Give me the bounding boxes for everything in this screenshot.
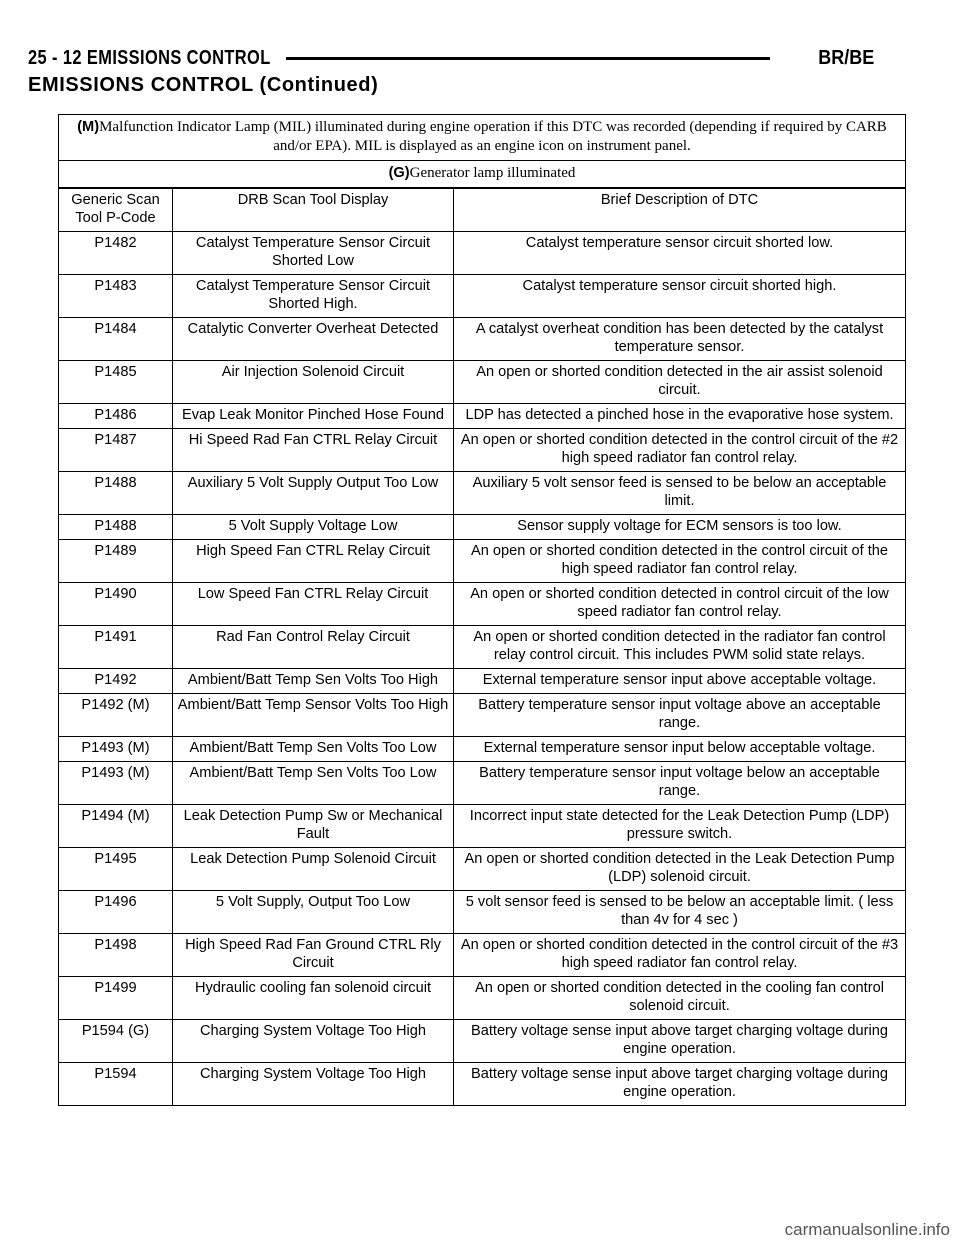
- dtc-display-cell: Evap Leak Monitor Pinched Hose Found: [173, 404, 454, 429]
- dtc-description-cell: An open or shorted condition detected in the control circuit of the #3 high speed radiator fan control relay.: [454, 934, 906, 977]
- mil-note: [59, 115, 906, 161]
- table-row: [59, 669, 906, 694]
- table-row: [59, 275, 906, 318]
- col-header-display: DRB Scan Tool Display: [173, 188, 454, 232]
- table-row: [59, 472, 906, 515]
- dtc-display-cell: Auxiliary 5 Volt Supply Output Too Low: [173, 472, 454, 515]
- dtc-code-cell: P1594: [59, 1063, 173, 1106]
- dtc-description-cell: LDP has detected a pinched hose in the evaporative hose system.: [454, 404, 906, 429]
- dtc-description-cell: An open or shorted condition detected in the radiator fan control relay control circuit. This includes PWM solid state relays.: [454, 626, 906, 669]
- dtc-description-cell: Catalyst temperature sensor circuit shorted high.: [454, 275, 906, 318]
- dtc-code-cell: P1498: [59, 934, 173, 977]
- dtc-code-cell: P1486: [59, 404, 173, 429]
- dtc-display-cell: 5 Volt Supply Voltage Low: [173, 515, 454, 540]
- table-row: [59, 977, 906, 1020]
- dtc-code-cell: P1491: [59, 626, 173, 669]
- note-row-mil: [59, 115, 906, 161]
- dtc-code-cell: P1488: [59, 515, 173, 540]
- dtc-description-cell: An open or shorted condition detected in control circuit of the low speed radiator fan control relay.: [454, 583, 906, 626]
- table-row: [59, 361, 906, 404]
- dtc-code-cell: P1499: [59, 977, 173, 1020]
- model-code: BR/BE: [817, 46, 874, 69]
- dtc-code-cell: P1488: [59, 472, 173, 515]
- column-header-row: [59, 188, 906, 232]
- dtc-code-cell: P1489: [59, 540, 173, 583]
- dtc-description-cell: A catalyst overheat condition has been detected by the catalyst temperature sensor.: [454, 318, 906, 361]
- table-row: [59, 515, 906, 540]
- table-row: [59, 232, 906, 275]
- dtc-description-cell: Battery voltage sense input above target charging voltage during engine operation.: [454, 1063, 906, 1106]
- dtc-table: [58, 114, 906, 1106]
- table-row: [59, 318, 906, 361]
- generator-note: [59, 161, 906, 189]
- dtc-description-cell: An open or shorted condition detected in the Leak Detection Pump (LDP) solenoid circuit.: [454, 848, 906, 891]
- dtc-display-cell: Ambient/Batt Temp Sensor Volts Too High: [173, 694, 454, 737]
- table-row: [59, 404, 906, 429]
- dtc-description-cell: Battery temperature sensor input voltage above an acceptable range.: [454, 694, 906, 737]
- mil-note-text: Malfunction Indicator Lamp (MIL) illuminated during engine operation if this DTC was recorded (depending if required by CARB and/or EPA). MIL is displayed as an engine icon on instrument panel.: [99, 119, 887, 154]
- dtc-code-cell: P1484: [59, 318, 173, 361]
- dtc-code-cell: P1493 (M): [59, 762, 173, 805]
- table-row: [59, 805, 906, 848]
- dtc-description-cell: Auxiliary 5 volt sensor feed is sensed to be below an acceptable limit.: [454, 472, 906, 515]
- dtc-code-cell: P1482: [59, 232, 173, 275]
- dtc-display-cell: Leak Detection Pump Solenoid Circuit: [173, 848, 454, 891]
- dtc-display-cell: Low Speed Fan CTRL Relay Circuit: [173, 583, 454, 626]
- section-title: EMISSIONS CONTROL (Continued): [28, 74, 379, 96]
- dtc-display-cell: Rad Fan Control Relay Circuit: [173, 626, 454, 669]
- table-row: [59, 694, 906, 737]
- generator-key: (G): [388, 165, 410, 181]
- mil-key: (M): [77, 119, 100, 135]
- dtc-code-cell: P1492: [59, 669, 173, 694]
- dtc-display-cell: Hi Speed Rad Fan CTRL Relay Circuit: [173, 429, 454, 472]
- table-row: [59, 626, 906, 669]
- table-row: [59, 891, 906, 934]
- dtc-display-cell: 5 Volt Supply, Output Too Low: [173, 891, 454, 934]
- dtc-display-cell: Catalytic Converter Overheat Detected: [173, 318, 454, 361]
- dtc-description-cell: External temperature sensor input above acceptable voltage.: [454, 669, 906, 694]
- dtc-description-cell: 5 volt sensor feed is sensed to be below an acceptable limit. ( less than 4v for 4 sec ): [454, 891, 906, 934]
- table-row: [59, 762, 906, 805]
- dtc-display-cell: Charging System Voltage Too High: [173, 1020, 454, 1063]
- dtc-description-cell: Incorrect input state detected for the Leak Detection Pump (LDP) pressure switch.: [454, 805, 906, 848]
- dtc-code-cell: P1493 (M): [59, 737, 173, 762]
- dtc-code-cell: P1494 (M): [59, 805, 173, 848]
- dtc-description-cell: An open or shorted condition detected in the air assist solenoid circuit.: [454, 361, 906, 404]
- dtc-description-cell: External temperature sensor input below acceptable voltage.: [454, 737, 906, 762]
- dtc-code-cell: P1485: [59, 361, 173, 404]
- dtc-display-cell: Catalyst Temperature Sensor Circuit Shorted High.: [173, 275, 454, 318]
- dtc-display-cell: Ambient/Batt Temp Sen Volts Too High: [173, 669, 454, 694]
- dtc-code-cell: P1594 (G): [59, 1020, 173, 1063]
- table-row: [59, 848, 906, 891]
- table-row: [59, 429, 906, 472]
- dtc-code-cell: P1492 (M): [59, 694, 173, 737]
- dtc-description-cell: An open or shorted condition detected in the control circuit of the high speed radiator fan control relay.: [454, 540, 906, 583]
- table-row: [59, 540, 906, 583]
- dtc-display-cell: Air Injection Solenoid Circuit: [173, 361, 454, 404]
- dtc-display-cell: High Speed Rad Fan Ground CTRL Rly Circuit: [173, 934, 454, 977]
- dtc-description-cell: Battery temperature sensor input voltage below an acceptable range.: [454, 762, 906, 805]
- dtc-display-cell: Charging System Voltage Too High: [173, 1063, 454, 1106]
- dtc-display-cell: Ambient/Batt Temp Sen Volts Too Low: [173, 762, 454, 805]
- generator-note-text: Generator lamp illuminated: [409, 165, 576, 181]
- dtc-display-cell: Hydraulic cooling fan solenoid circuit: [173, 977, 454, 1020]
- dtc-code-cell: P1483: [59, 275, 173, 318]
- dtc-description-cell: Sensor supply voltage for ECM sensors is too low.: [454, 515, 906, 540]
- dtc-display-cell: High Speed Fan CTRL Relay Circuit: [173, 540, 454, 583]
- table-row: [59, 737, 906, 762]
- dtc-description-cell: Catalyst temperature sensor circuit shorted low.: [454, 232, 906, 275]
- table-row: [59, 1063, 906, 1106]
- col-header-code: Generic Scan Tool P-Code: [59, 188, 173, 232]
- dtc-description-cell: An open or shorted condition detected in the cooling fan control solenoid circuit.: [454, 977, 906, 1020]
- note-row-generator: [59, 161, 906, 189]
- page-number-title: 25 - 12 EMISSIONS CONTROL: [28, 46, 271, 69]
- page-header: [28, 44, 874, 72]
- dtc-display-cell: Leak Detection Pump Sw or Mechanical Fault: [173, 805, 454, 848]
- dtc-display-cell: Ambient/Batt Temp Sen Volts Too Low: [173, 737, 454, 762]
- dtc-description-cell: Battery voltage sense input above target charging voltage during engine operation.: [454, 1020, 906, 1063]
- dtc-display-cell: Catalyst Temperature Sensor Circuit Shorted Low: [173, 232, 454, 275]
- table-row: [59, 1020, 906, 1063]
- dtc-code-cell: P1495: [59, 848, 173, 891]
- table-row: [59, 583, 906, 626]
- dtc-code-cell: P1487: [59, 429, 173, 472]
- dtc-code-cell: P1496: [59, 891, 173, 934]
- table-row: [59, 934, 906, 977]
- dtc-description-cell: An open or shorted condition detected in the control circuit of the #2 high speed radiator fan control relay.: [454, 429, 906, 472]
- col-header-description: Brief Description of DTC: [454, 188, 906, 232]
- watermark: carmanualsonline.info: [784, 1220, 950, 1239]
- dtc-code-cell: P1490: [59, 583, 173, 626]
- header-rule: [286, 57, 770, 60]
